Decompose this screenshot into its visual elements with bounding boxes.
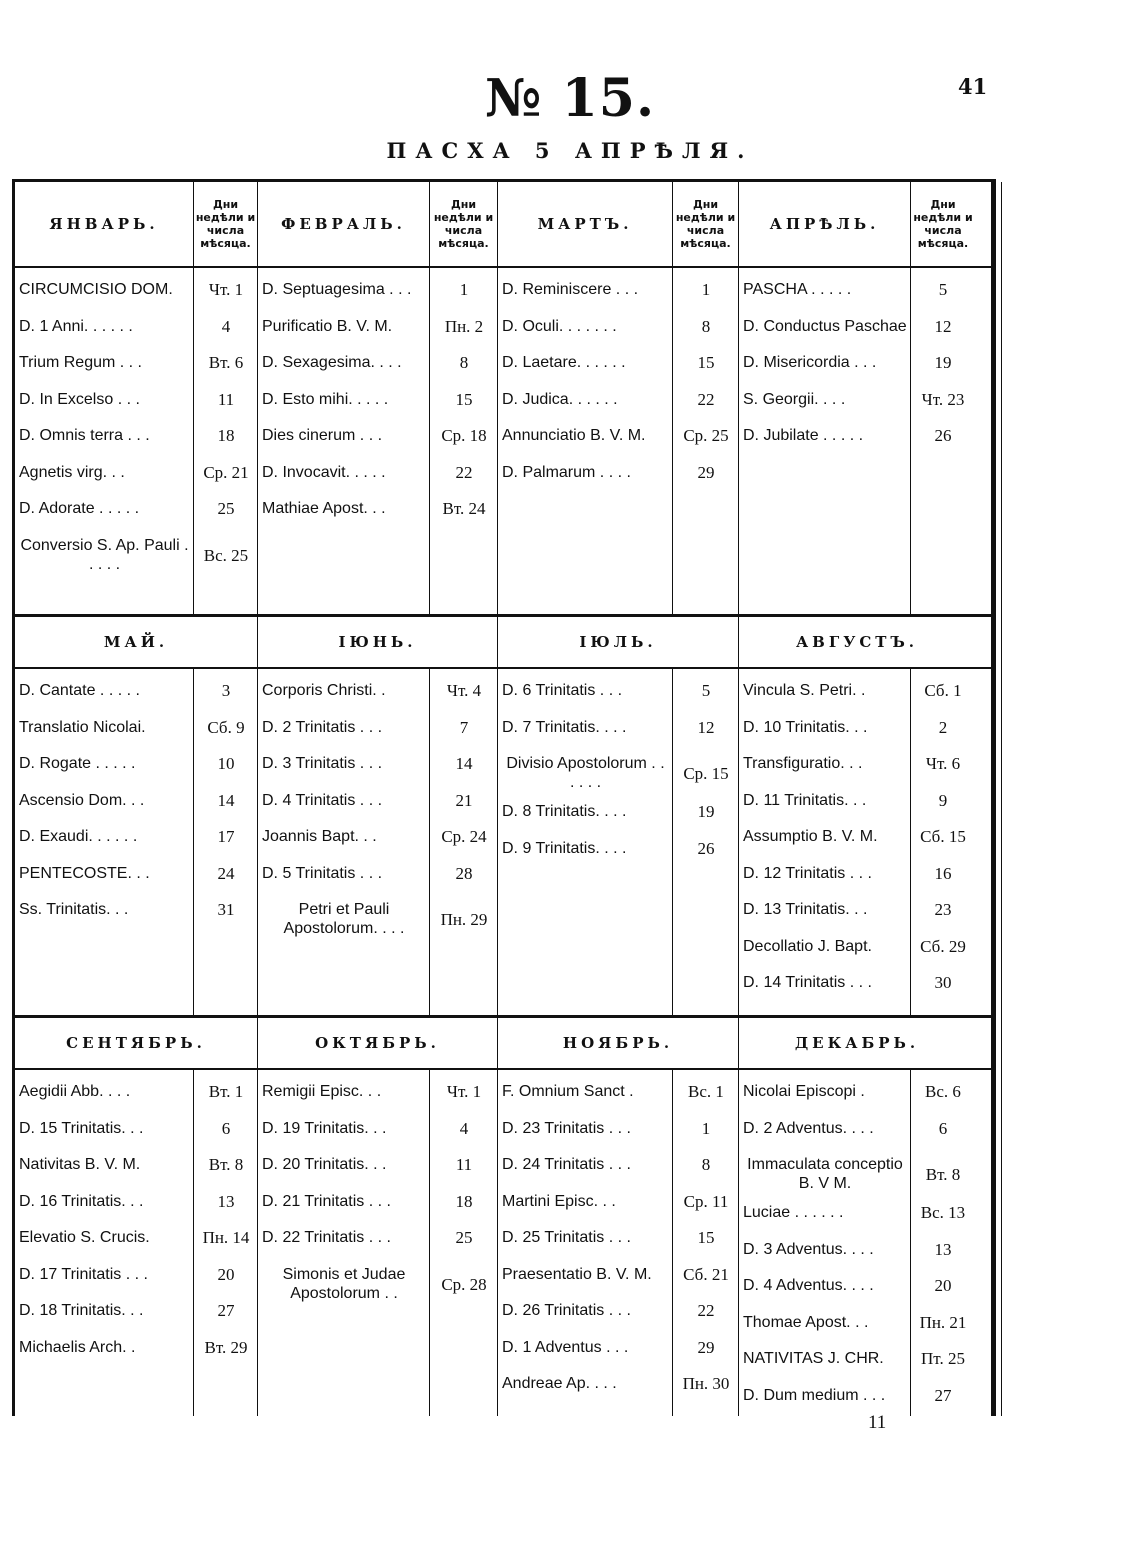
month-names-column [258,669,430,1015]
feast-day: Ср. 28 [441,1274,487,1294]
feast-name: D. 16 Trinitatis. . . [19,1192,144,1210]
feast-day: 17 [217,827,235,846]
feast-day: 12 [934,316,952,336]
feast-name: D. Conductus Paschae [743,317,907,335]
feast-day: Ср. 15 [683,764,729,783]
feast-name: NATIVITAS J. CHR. [743,1350,884,1367]
page-subtitle: ПАСХА 5 АПРѢЛЯ. [386,138,754,163]
feast-day: 22 [455,462,473,482]
feast-name: Andreae Ap. . . . [502,1375,617,1392]
feast-day: 19 [934,353,952,372]
feast-name: D. 21 Trinitatis . . . [262,1192,391,1210]
feast-name: D. 5 Trinitatis . . . [262,864,383,882]
feast-name: Joannis Bapt. . . [262,828,377,845]
feast-name: D. 13 Trinitatis. . . [743,901,868,918]
feast-day: 22 [697,389,715,409]
feast-day: 8 [459,353,469,372]
feast-day: 6 [221,1118,231,1138]
feast-day: 21 [455,790,473,810]
feast-day: Вт. 6 [208,353,244,372]
feast-name: D. 25 Trinitatis . . . [502,1229,631,1246]
feast-name: D. Laetare. . . . . . [502,354,626,371]
feast-name: Nativitas B. V. M. [19,1156,141,1173]
feast-name: D. 4 Trinitatis . . . [262,791,383,809]
feast-day: Сб. 9 [207,717,245,737]
feast-name: D. Misericordia . . . [743,354,877,371]
feast-name: D. 24 Trinitatis . . . [502,1156,631,1173]
feast-day: Пн. 21 [919,1312,967,1332]
feast-day: 11 [455,1155,473,1174]
feast-name: D. 7 Trinitatis. . . . [502,718,627,736]
feast-name: Martini Episc. . . [502,1192,616,1210]
month-header: МАРТЪ. [498,182,673,266]
feast-day: Вс. 13 [920,1203,966,1222]
feast-name: Divisio Apostolorum . . . . . . [506,755,665,791]
feast-name: D. In Excelso . . . [19,390,140,408]
feast-name: Immaculata conceptio B. V M. [747,1156,903,1192]
month-header: АПРѢЛЬ. [739,182,911,266]
month-names-column [498,1070,673,1416]
feast-name: D. 3 Adventus. . . . [743,1240,874,1258]
feast-name: D. 15 Trinitatis. . . [19,1119,144,1137]
feast-name: D. 1 Anni. . . . . . [19,317,133,335]
feast-name: D. Oculi. . . . . . . [502,317,617,335]
month-names-column [15,268,194,614]
feast-name: Mathiae Apost. . . [262,500,386,517]
month-names-column [258,268,430,614]
feast-name: D. 10 Trinitatis. . . [743,718,868,736]
month-header: ФЕВРАЛЬ. [258,182,430,266]
quarter-2-body [15,669,991,1015]
month-header: СЕНТЯБРЬ. [15,1018,258,1068]
feast-day: 23 [934,900,952,919]
feast-name: Corporis Christi. . [262,682,386,699]
feast-day: 24 [217,863,235,883]
month-header: ДЕКАБРЬ. [794,1034,920,1052]
feast-name: Trium Regum . . . [19,354,142,371]
feast-day: 13 [217,1191,235,1211]
feast-name: D. 2 Trinitatis . . . [262,718,383,736]
feast-day: Вт. 29 [204,1337,248,1357]
feast-day: 20 [934,1276,952,1295]
feast-name: D. Rogate . . . . . [19,755,136,772]
feast-day: 22 [697,1301,715,1320]
feast-day: 10 [217,754,235,773]
month-days-column [430,1070,498,1416]
month-header: АВГУСТЪ. [795,633,919,651]
feast-name: Transfiguratio. . . [743,755,863,772]
month-days-column [194,268,258,614]
feast-name: Remigii Episc. . . [262,1083,382,1100]
feast-day: Вт. 1 [208,1082,244,1101]
feast-day: 1 [459,280,469,299]
feast-name: D. Adorate . . . . . [19,500,140,517]
feast-day: Чт. 1 [446,1082,482,1101]
month-header: МАЙ. [15,617,258,667]
feast-name: D. 18 Trinitatis. . . [19,1302,144,1319]
feast-day: Чт. 1 [208,280,244,299]
feast-day: 20 [217,1264,235,1284]
feast-day: Пн. 14 [202,1228,250,1247]
day-column-header: Дни недѣли и числа мѣсяца. [913,198,973,250]
feast-name: D. 8 Trinitatis. . . . [502,803,627,820]
feast-day: Чт. 23 [921,389,965,409]
feast-name: D. Jubilate . . . . . [743,427,864,444]
feast-day: 9 [938,790,948,810]
feast-name: D. 11 Trinitatis. . . [743,791,867,809]
feast-day: 5 [701,681,711,700]
feast-name: D. Septuagesima . . . [262,281,412,298]
feast-day: 2 [938,717,948,737]
feast-name: Agnetis virg. . . [19,463,125,481]
feast-name: Assumptio B. V. M. [743,828,878,845]
month-days-column [673,669,739,1015]
feast-name: Ascensio Dom. . . [19,791,145,809]
sheet-number: 11 [868,1412,887,1433]
feast-day: 16 [934,863,952,883]
feast-name: Decollatio J. Bapt. [743,937,872,955]
feast-day: Пн. 2 [444,316,484,336]
feast-day: Сб. 15 [920,827,966,846]
month-names-column [739,1070,911,1416]
feast-day: 26 [934,426,952,445]
feast-name: PASCHA . . . . . [743,281,852,298]
feast-day: 15 [697,1228,715,1247]
feast-name: D. 17 Trinitatis . . . [19,1265,148,1283]
feast-day: Ср. 18 [441,426,487,445]
feast-day: Пн. 30 [682,1374,730,1393]
feast-name: D. 2 Adventus. . . . [743,1119,874,1137]
feast-day: 27 [217,1301,235,1320]
feast-name: D. Palmarum . . . . [502,463,631,481]
quarter-3-header [15,1015,991,1070]
feast-day: Сб. 21 [683,1264,729,1284]
month-days-column [430,669,498,1015]
feast-day: 1 [701,280,711,299]
feast-day: Сб. 29 [920,936,966,956]
feast-day: 14 [217,790,235,810]
feast-day: Сб. 1 [924,681,962,700]
feast-day: 4 [221,316,231,336]
feast-name: D. 9 Trinitatis. . . . [502,839,627,857]
feast-day: 8 [701,316,711,336]
month-days-column [911,1070,975,1416]
feast-day: 27 [934,1385,952,1405]
feast-day: 12 [697,717,715,737]
feast-day: Ср. 21 [203,462,249,482]
page-number: 41 [958,74,988,99]
feast-day: Пт. 25 [921,1349,965,1368]
feast-day: 26 [697,838,715,858]
feast-day: 15 [455,389,473,409]
month-header: ЯНВАРЬ. [15,182,194,266]
feast-day: Вс. 25 [203,545,249,565]
feast-name: F. Omnium Sanct . [502,1083,634,1100]
month-header: НОЯБРЬ. [498,1018,739,1068]
feast-name: D. Omnis terra . . . [19,427,150,444]
feast-day: Чт. 6 [925,754,961,773]
month-days-column [911,268,975,614]
feast-name: D. Esto mihi. . . . . [262,390,389,408]
feast-day: 31 [217,900,235,919]
feast-name: D. Sexagesima. . . . [262,354,402,371]
feast-day: 5 [938,280,948,299]
month-days-column [673,268,739,614]
feast-day: 6 [938,1118,948,1138]
feast-name: Vincula S. Petri. . [743,682,866,699]
feast-name: Conversio S. Ap. Pauli . . . . . [20,536,189,573]
feast-day: 18 [455,1191,473,1211]
feast-day: 7 [459,717,469,737]
feast-day: 29 [697,462,715,482]
feast-day: 4 [459,1118,469,1138]
feast-day: 28 [455,863,473,883]
month-names-column [739,669,911,1015]
month-header: ІЮНЬ. [258,617,498,667]
feast-name: D. 4 Adventus. . . . [743,1277,874,1294]
feast-day: 14 [455,754,473,773]
feast-name: Translatio Nicolai. [19,718,146,736]
feast-day: 25 [217,499,235,518]
page-title: № 15. [484,68,656,129]
feast-day: Пн. 29 [440,910,488,929]
feast-name: Elevatio S. Crucis. [19,1229,150,1246]
month-names-column [15,669,194,1015]
quarter-1-body [15,268,991,614]
feast-name: Aegidii Abb. . . . [19,1083,131,1100]
month-names-column [258,1070,430,1416]
feast-day: 18 [217,426,235,445]
feast-day: Ср. 24 [441,827,487,846]
feast-name: CIRCUMCISIO DOM. [19,281,173,298]
calendar-table [12,179,996,1416]
feast-day: Вт. 24 [442,499,486,518]
feast-name: Thomae Apost. . . [743,1313,869,1331]
feast-day: Вс. 6 [925,1082,961,1101]
feast-name: D. Dum medium . . . [743,1386,886,1404]
feast-day: Вс. 1 [688,1082,724,1101]
month-names-column [498,669,673,1015]
month-days-column [194,1070,258,1416]
feast-name: Simonis et Judae Apostolorum . . [282,1265,406,1302]
month-days-column [911,669,975,1015]
feast-name: S. Georgii. . . . [743,390,846,408]
month-names-column [739,268,911,614]
feast-name: D. 14 Trinitatis . . . [743,974,872,991]
feast-name: D. 6 Trinitatis . . . [502,682,623,699]
feast-day: 13 [934,1239,952,1259]
feast-day: Вт. 8 [925,1165,961,1184]
feast-name: D. Reminiscere . . . [502,281,639,298]
day-column-header: Дни недѣли и числа мѣсяца. [430,182,498,266]
feast-name: D. 23 Trinitatis . . . [502,1119,631,1137]
feast-day: 19 [697,802,715,821]
feast-name: D. 19 Trinitatis. . . [262,1119,387,1137]
feast-name: D. 12 Trinitatis . . . [743,864,872,882]
feast-day: 29 [697,1337,715,1357]
month-days-column [194,669,258,1015]
quarter-2-header [15,614,991,669]
quarter-1-header [15,182,991,268]
feast-name: Praesentatio B. V. M. [502,1265,652,1283]
feast-day: 3 [221,681,231,700]
day-column-header: Дни недѣли и числа мѣсяца. [673,182,739,266]
feast-name: D. 20 Trinitatis. . . [262,1156,387,1173]
feast-name: D. 26 Trinitatis . . . [502,1302,631,1319]
feast-day: 30 [934,973,952,992]
feast-name: D. 1 Adventus . . . [502,1338,629,1356]
feast-day: Ср. 25 [683,426,729,445]
month-names-column [15,1070,194,1416]
quarter-3-body [15,1070,991,1416]
feast-day: 1 [701,1118,711,1138]
feast-name: Ss. Trinitatis. . . [19,901,129,918]
feast-day: Чт. 4 [446,681,482,700]
month-days-column [430,268,498,614]
feast-day: Вт. 8 [208,1155,244,1174]
feast-name: D. Cantate . . . . . [19,682,140,699]
feast-name: Michaelis Arch. . [19,1338,136,1356]
month-header: ІЮЛЬ. [498,617,739,667]
feast-name: D. Exaudi. . . . . . [19,828,138,845]
feast-day: Ср. 11 [683,1191,729,1211]
month-days-column [673,1070,739,1416]
feast-day: 8 [701,1155,711,1174]
feast-day: 25 [455,1228,473,1247]
feast-name: D. 22 Trinitatis . . . [262,1229,391,1246]
feast-day: 11 [217,389,235,409]
month-header: ОКТЯБРЬ. [258,1018,498,1068]
month-names-column [498,268,673,614]
feast-name: D. Invocavit. . . . . [262,463,386,481]
feast-name: Nicolai Episcopi . [743,1083,865,1100]
feast-name: Annunciatio B. V. M. [502,427,646,444]
feast-name: Luciae . . . . . . [743,1204,844,1221]
day-column-header: Дни недѣли и числа мѣсяца. [194,182,258,266]
feast-name: Petri et Pauli Apostolorum. . . . [283,901,405,937]
feast-name: Purificatio B. V. M. [262,317,393,335]
feast-name: D. 3 Trinitatis . . . [262,755,383,772]
feast-name: PENTECOSTE. . . [19,864,150,882]
feast-name: D. Judica. . . . . . [502,390,618,408]
feast-day: 15 [697,353,715,372]
feast-name: Dies cinerum . . . [262,427,383,444]
